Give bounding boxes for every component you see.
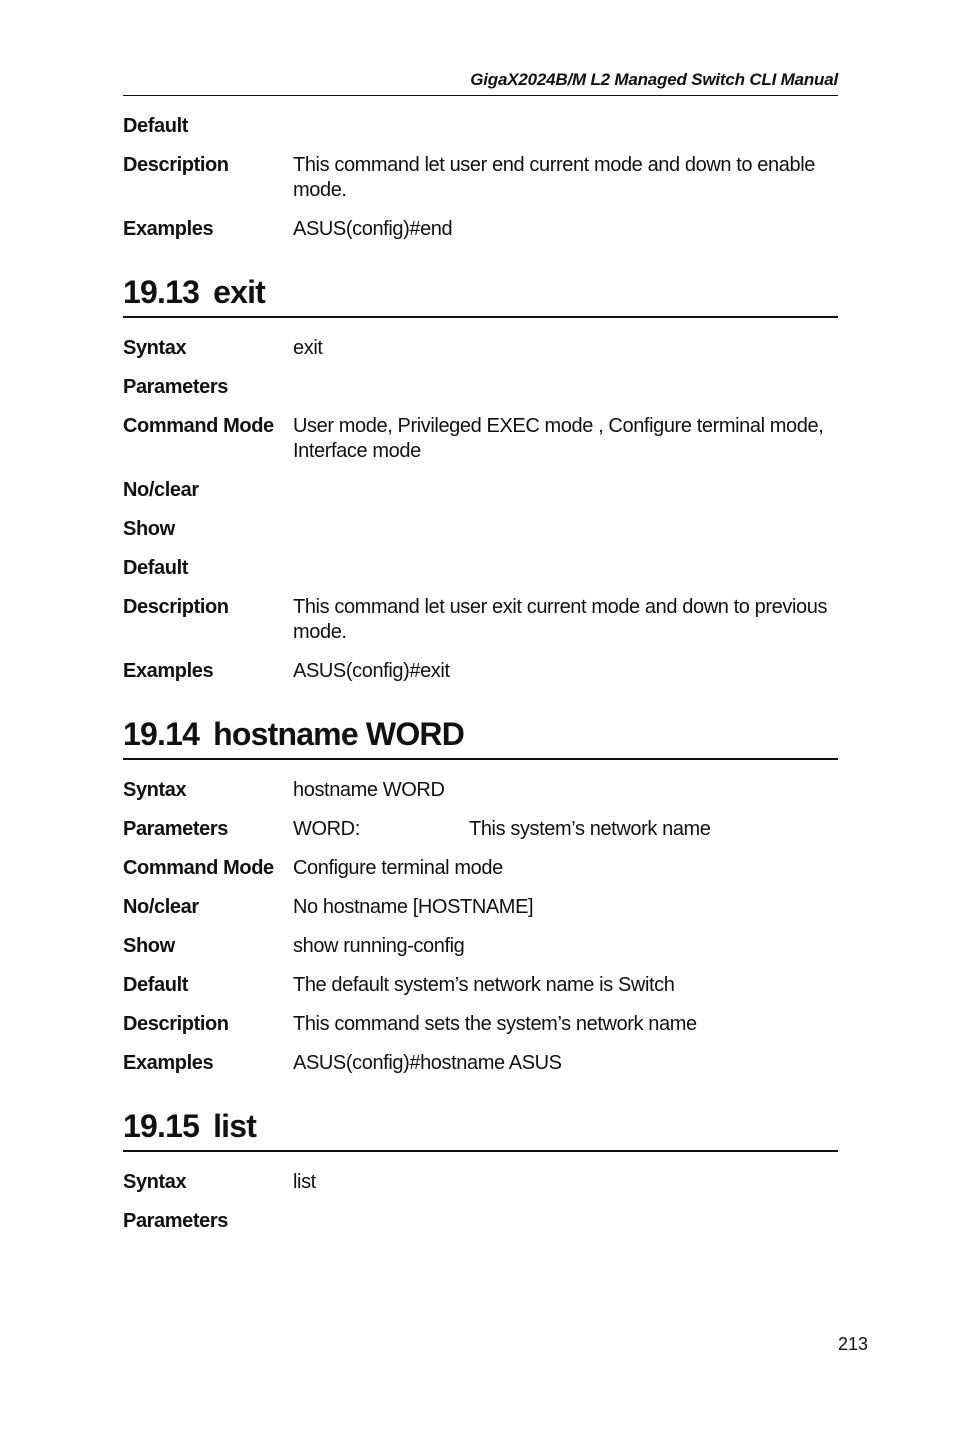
row-value: list: [293, 1171, 316, 1193]
parameters-row: [123, 817, 838, 842]
row-value: [293, 1209, 838, 1234]
section-number: 19.13: [123, 274, 200, 310]
row-label: Default: [123, 115, 188, 137]
command-mode-row: [123, 856, 838, 881]
command-mode-row: [123, 414, 838, 464]
row-label: Examples: [123, 660, 214, 682]
row-label: Parameters: [123, 818, 228, 840]
examples-row: [123, 659, 838, 684]
parameter-description: This system’s network name: [469, 818, 711, 840]
row-label: Show: [123, 935, 175, 957]
row-value: ASUS(config)#exit: [293, 660, 450, 682]
syntax-row: [123, 1170, 838, 1195]
row-value: hostname WORD: [293, 779, 445, 801]
row-label: Description: [123, 154, 229, 176]
section-list: [123, 1106, 838, 1234]
row-value: This command sets the system’s network name: [293, 1013, 697, 1035]
row-label: Default: [123, 557, 188, 579]
row-label: No/clear: [123, 479, 199, 501]
row-label: No/clear: [123, 896, 199, 918]
row-label: Default: [123, 974, 188, 996]
no-clear-row: [123, 895, 838, 920]
parameters-row: [123, 375, 838, 400]
running-header: GigaX2024B/M L2 Managed Switch CLI Manual: [123, 70, 838, 96]
row-label: Examples: [123, 218, 214, 240]
row-value: [293, 556, 838, 581]
row-label: Examples: [123, 1052, 214, 1074]
top-block: [123, 114, 838, 242]
section-exit: [123, 272, 838, 684]
description-row: [123, 153, 838, 203]
row-value: ASUS(config)#hostname ASUS: [293, 1052, 562, 1074]
section-heading: [123, 272, 838, 318]
syntax-row: [123, 336, 838, 361]
row-value: The default system’s network name is Switch: [293, 974, 675, 996]
row-label: Parameters: [123, 1210, 228, 1232]
default-row: [123, 114, 838, 139]
page-content: [123, 106, 838, 1248]
row-value: [293, 478, 838, 503]
section-heading: [123, 1106, 838, 1152]
row-label: Description: [123, 596, 229, 618]
section-title: list: [213, 1108, 257, 1144]
row-value: No hostname [HOSTNAME]: [293, 896, 534, 918]
examples-row: [123, 1051, 838, 1076]
row-label: Syntax: [123, 337, 187, 359]
row-label: Show: [123, 518, 175, 540]
row-value: This command let user exit current mode and down to previous mode.: [293, 596, 828, 643]
description-row: [123, 595, 838, 645]
row-label: Syntax: [123, 779, 187, 801]
page-number: 213: [837, 1334, 868, 1354]
section-hostname: [123, 714, 838, 1076]
row-value: [293, 517, 838, 542]
row-value: show running-config: [293, 935, 465, 957]
row-value: This command let user end current mode and down to enable mode.: [293, 154, 815, 201]
syntax-row: [123, 778, 838, 803]
section-title: exit: [213, 274, 266, 310]
default-row: [123, 556, 838, 581]
row-value: Configure terminal mode: [293, 857, 503, 879]
row-value: [293, 375, 838, 400]
section-heading: [123, 714, 838, 760]
section-number: 19.15: [123, 1108, 200, 1144]
section-number: 19.14: [123, 716, 200, 752]
description-row: [123, 1012, 838, 1037]
default-row: [123, 973, 838, 998]
section-title: hostname WORD: [213, 716, 465, 752]
row-value: User mode, Privileged EXEC mode , Configure terminal mode, Interface mode: [293, 415, 824, 462]
parameters-row: [123, 1209, 838, 1234]
show-row: [123, 934, 838, 959]
row-label: Syntax: [123, 1171, 187, 1193]
no-clear-row: [123, 478, 838, 503]
row-label: Command Mode: [123, 857, 274, 879]
row-label: Command Mode: [123, 415, 274, 437]
row-label: Description: [123, 1013, 229, 1035]
row-value: exit: [293, 337, 323, 359]
parameter-entry: [293, 817, 838, 842]
row-value: ASUS(config)#end: [293, 218, 453, 240]
parameter-name: WORD:: [293, 818, 360, 840]
row-value: [293, 114, 838, 139]
row-label: Parameters: [123, 376, 228, 398]
show-row: [123, 517, 838, 542]
examples-row: [123, 217, 838, 242]
